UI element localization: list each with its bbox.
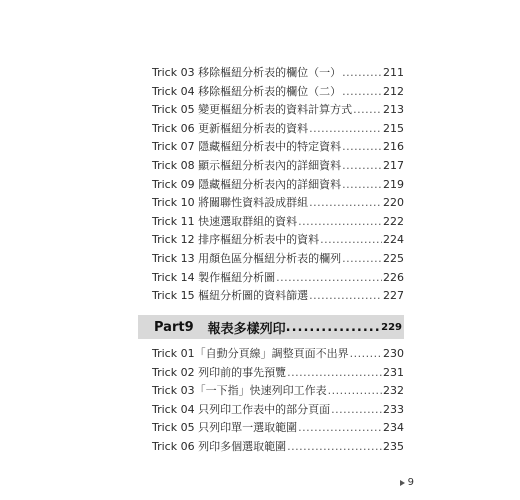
toc-entry [152, 269, 404, 288]
toc-entry-title: Trick 13 用顏色區分樞紐分析表的欄列 [152, 251, 342, 265]
toc-entry-page: 224 [383, 233, 404, 247]
toc-list-part9 [152, 345, 404, 457]
part-title: 報表多樣列印 [207, 321, 286, 337]
toc-entry-page: 219 [383, 177, 404, 191]
dot-leader [353, 101, 382, 120]
toc-entry-page: 234 [383, 421, 404, 435]
toc-entry [152, 194, 404, 213]
toc-entry-title: Trick 05 只列印單一選取範圍 [152, 421, 298, 435]
toc-entry-title: Trick 05 變更樞紐分析表的資料計算方式 [152, 103, 353, 117]
dot-leader [342, 176, 382, 195]
toc-entry-page: 225 [383, 251, 404, 265]
part-heading [138, 315, 404, 339]
dot-leader [342, 157, 382, 176]
dot-leader [342, 64, 382, 83]
toc-entry-title: Trick 04 移除樞紐分析表的欄位（二） [152, 84, 342, 98]
dot-leader [298, 419, 382, 438]
toc-entry-title: Trick 07 隱藏樞紐分析表中的特定資料 [152, 140, 342, 154]
toc-entry [152, 138, 404, 157]
page-number: 9 [407, 477, 414, 488]
toc-entry [152, 213, 404, 232]
toc-entry [152, 364, 404, 383]
part-page: 229 [381, 321, 402, 333]
toc-entry [152, 83, 404, 102]
toc-entry [152, 101, 404, 120]
toc-entry [152, 345, 404, 364]
dot-leader [342, 250, 382, 269]
dot-leader [309, 194, 382, 213]
dot-leader [342, 138, 382, 157]
dot-leader [309, 120, 382, 139]
dot-leader [342, 83, 382, 102]
toc-entry-title: Trick 09 隱藏樞紐分析表內的詳細資料 [152, 177, 342, 191]
toc-entry-page: 231 [383, 365, 404, 379]
toc-entry [152, 287, 404, 306]
dot-leader [350, 345, 382, 364]
toc-entry [152, 176, 404, 195]
dot-leader [309, 287, 382, 306]
toc-entry-title: Trick 08 顯示樞紐分析表內的詳細資料 [152, 158, 342, 172]
toc-list-part8 [152, 64, 404, 306]
dot-leader [320, 231, 382, 250]
dot-leader [298, 213, 382, 232]
toc-entry [152, 120, 404, 139]
dot-leader [287, 364, 382, 383]
toc-entry-title: Trick 10 將關聯性資料設成群組 [152, 196, 309, 210]
dot-leader [328, 382, 382, 401]
toc-entry-title: Trick 04 只列印工作表中的部分頁面 [152, 402, 331, 416]
toc-entry-title: Trick 06 更新樞紐分析表的資料 [152, 121, 309, 135]
dot-leader [331, 401, 382, 420]
toc-entry-title: Trick 02 列印前的事先預覽 [152, 365, 287, 379]
toc-entry [152, 419, 404, 438]
toc-entry-title: Trick 14 製作樞紐分析圖 [152, 270, 276, 284]
toc-entry-page: 230 [383, 347, 404, 360]
toc-entry-page: 222 [383, 214, 404, 228]
toc-entry-page: 227 [383, 289, 404, 303]
toc-entry-page: 211 [383, 66, 404, 79]
toc-entry-page: 213 [383, 103, 404, 117]
toc-entry-page: 226 [383, 270, 404, 284]
triangle-marker-icon [400, 480, 405, 486]
dot-leader [286, 320, 381, 335]
toc-entry-page: 220 [383, 196, 404, 210]
toc-entry [152, 250, 404, 269]
toc-entry [152, 64, 404, 83]
toc-entry-page: 216 [383, 140, 404, 154]
toc-entry [152, 401, 404, 420]
toc-entry-page: 215 [383, 121, 404, 135]
toc-entry [152, 438, 404, 457]
dot-leader [276, 269, 382, 288]
toc-entry-title: Trick 06 列印多個選取範圍 [152, 439, 287, 453]
toc-entry [152, 157, 404, 176]
page-footer [400, 477, 414, 488]
toc-entry-title: Trick 03「一下指」快速列印工作表 [152, 384, 327, 398]
toc-entry-page: 217 [383, 158, 404, 172]
part-label: Part9 [154, 319, 194, 335]
toc-entry-title: Trick 15 樞紐分析圖的資料篩選 [152, 289, 309, 303]
dot-leader [287, 438, 382, 457]
toc-entry [152, 231, 404, 250]
toc-entry-title: Trick 11 快速選取群組的資料 [152, 214, 298, 228]
toc-entry-page: 235 [383, 439, 404, 453]
toc-entry-title: Trick 12 排序樞紐分析表中的資料 [152, 233, 320, 247]
toc-entry-page: 233 [383, 402, 404, 416]
toc-entry-page: 212 [383, 84, 404, 98]
toc-entry-page: 232 [383, 384, 404, 398]
toc-entry-title: Trick 01「自動分頁線」調整頁面不出界 [152, 347, 349, 360]
toc-entry [152, 382, 404, 401]
toc-entry-title: Trick 03 移除樞紐分析表的欄位（一） [152, 66, 342, 79]
